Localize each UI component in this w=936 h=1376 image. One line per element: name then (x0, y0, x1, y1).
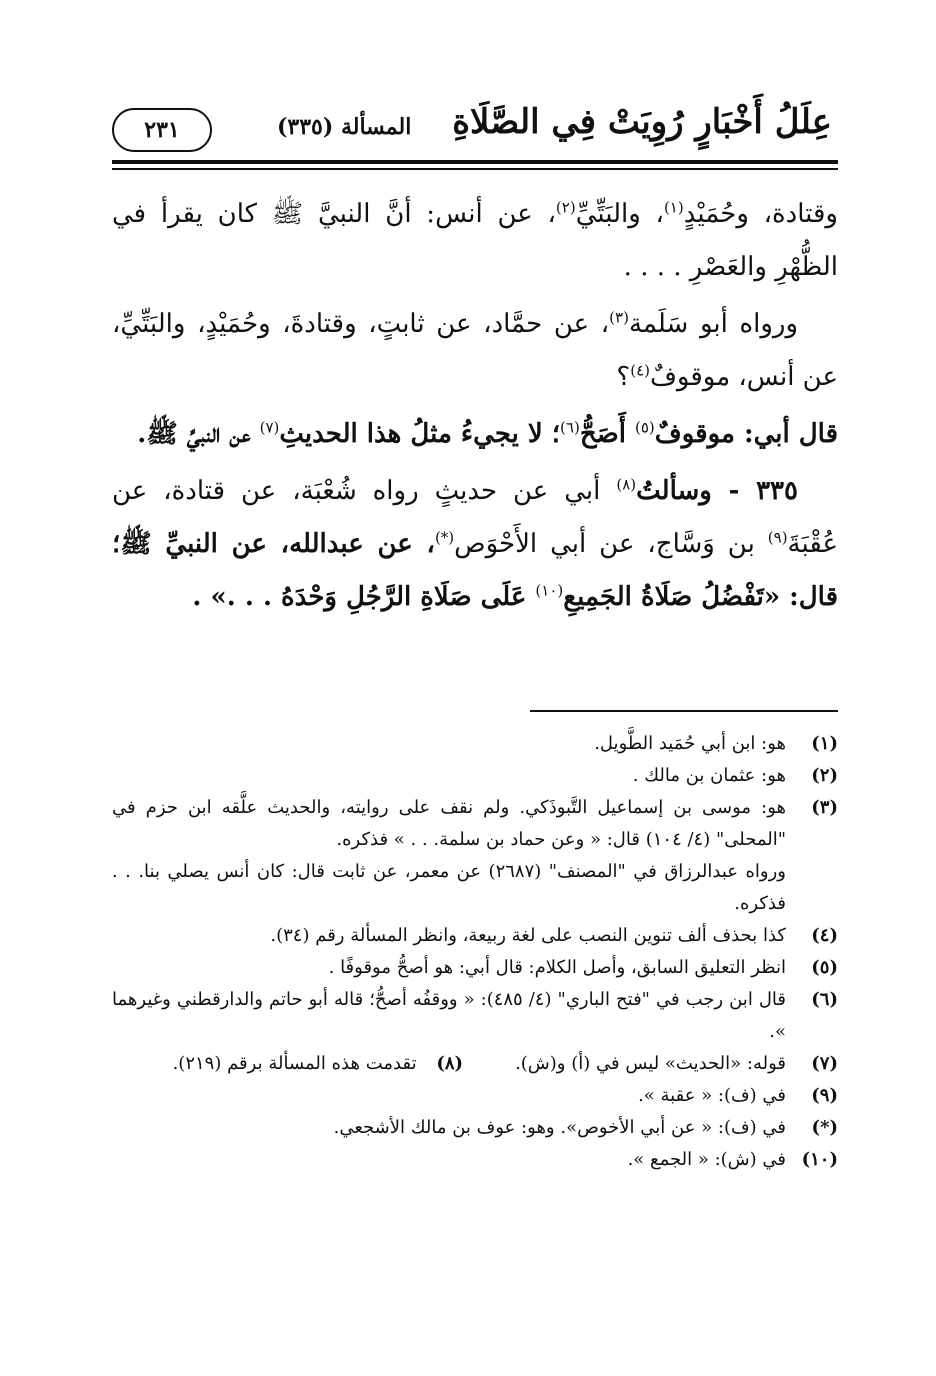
footnote-ref: (٩) (767, 528, 788, 547)
footnote-text: في (ش): « الجمع ». (627, 1149, 786, 1170)
footnote-1 (112, 728, 838, 760)
footnote-ref: (١) (663, 198, 684, 217)
footnote-3-continuation: ورواه عبدالرزاق في "المصنف" (٢٦٨٧) عن معمر، عن ثابت قال: كان أنس يصلي بنا. . . فذكره. (112, 861, 786, 914)
main-text (112, 188, 838, 628)
footnote-text: كذا بحذف ألف تنوين النصب على لغة ربيعة، وانظر المسألة رقم (٣٤). (270, 925, 786, 946)
footnote-separator (530, 710, 838, 712)
footnote-text: هو: عثمان بن مالك . (632, 765, 786, 786)
paragraph-4 (112, 465, 838, 624)
footnote-3 (112, 792, 838, 856)
footnote-number: (٧) (811, 1053, 838, 1074)
footnote-ref: (١٠) (535, 581, 564, 600)
footnote-star (112, 1112, 838, 1144)
text-run: وقتادة، وحُمَيْدٍ (683, 199, 838, 229)
footnote-5 (112, 952, 838, 984)
question-number: ٣٣٥ (756, 476, 798, 506)
footnote-number: (٦) (811, 989, 838, 1010)
footnote-ref: (*) (434, 528, 455, 547)
footnote-text: انظر التعليق السابق، وأصل الكلام: قال أبي: هو أصحُّ موقوفًا . (328, 957, 786, 978)
footnote-number: (*) (811, 1117, 838, 1138)
footnote-ref: (٨) (616, 475, 637, 494)
paragraph-2 (112, 298, 838, 404)
footnote-text: في (ف): « عقبة ». (638, 1085, 786, 1106)
footnote-2 (112, 760, 838, 792)
footnote-number: (٩) (811, 1085, 838, 1106)
footnote-ref: (٦) (560, 418, 580, 437)
footnote-ref: (٢) (555, 198, 576, 217)
text-run: بن وَسَّاج، عن أبي الأَحْوَص (454, 529, 768, 559)
text-run-bold: ، عن عبدالله، عن النبيِّ ﷺ؛ قال: «تَفْضُلُ صَلَاةُ الجَمِيعِ (112, 529, 838, 612)
footnote-text: قال ابن رجب في "فتح الباري" (٤/ ٤٨٥): « ووقفُه أصحُّ؛ قاله أبو حاتم والدارقطني وغيرهما ». (112, 989, 786, 1042)
text-run: ورواه أبو سَلَمة (628, 309, 799, 339)
text-run-bold: ؛ لا يجيءُ مثلُ هذا الحديثِ (279, 419, 561, 449)
footnote-10 (112, 1144, 838, 1176)
text-run: ، والبَتِّيِّ (575, 199, 664, 229)
paragraph-1 (112, 188, 838, 294)
text-run: ؟ (616, 362, 631, 392)
book-title: عِلَلُ أَخْبَارٍ رُوِيَتْ فِي الصَّلَاةِ (452, 102, 832, 142)
text-run-bold: قال أبي: موقوفٌ (654, 419, 838, 449)
page-header (112, 100, 832, 160)
footnotes (112, 728, 838, 1176)
footnote-number: (٤) (811, 925, 838, 946)
paragraph-3 (112, 408, 838, 461)
footnote-4 (112, 920, 838, 952)
page-number-badge: ٢٣١ (112, 108, 212, 152)
text-run-bold: عن النبيِّ ﷺ. (137, 419, 260, 449)
footnote-ref: (٤) (630, 361, 650, 380)
footnote-7-8-row (112, 1048, 838, 1080)
text-run: ، عن أنس: أنَّ النبيَّ ﷺ كان يقرأ في الظُّهْرِ والعَصْرِ . . . . (112, 199, 838, 282)
footnote-text: هو: موسى بن إسماعيل التَّبوذَكي. ولم نقف على روايته، والحديث علَّقه ابن حزم في "المحلى" (٤/ ١٠٤) قال: « وعن حماد بن سلمة. . . » فذكره. (112, 797, 786, 850)
footnote-number: (٥) (811, 957, 838, 978)
text-run: أبي عن حديثٍ رواه شُعْبَة، عن قتادة، عن عُقْبَةَ (112, 476, 838, 559)
footnote-pair (112, 1048, 786, 1080)
footnote-text: في (ف): « عن أبي الأخوص». وهو: عوف بن مالك الأشجعي. (333, 1117, 786, 1138)
header-rule-thin (112, 168, 838, 170)
footnote-ref: (٣) (609, 308, 629, 327)
footnote-number: (٢) (811, 765, 838, 786)
header-rule-thick (112, 160, 838, 164)
footnote-6 (112, 984, 838, 1048)
footnote-number: (٣) (811, 797, 838, 818)
footnote-text: قوله: «الحديث» ليس في (أ) و(ش). (515, 1053, 786, 1074)
footnote-8 (173, 1048, 464, 1080)
footnote-ref: (٥) (634, 418, 655, 437)
footnote-number: (١) (811, 733, 838, 754)
footnote-text: تقدمت هذه المسألة برقم (٢١٩). (172, 1053, 417, 1074)
text-run-bold: - وسألتُ (636, 476, 757, 506)
issue-label: المسألة (٣٣٥) (277, 114, 412, 140)
footnote-number: (٨) (436, 1053, 464, 1074)
text-run-bold: عَلَى صَلَاةِ الرَّجُلِ وَحْدَهُ . . .» . (192, 582, 536, 612)
footnote-number: (١٠) (801, 1149, 838, 1170)
footnote-ref: (٧) (259, 418, 280, 437)
footnote-9 (112, 1080, 838, 1112)
text-run-bold: أَصَحُّ (579, 419, 635, 449)
text-run: ، عن حمَّاد، عن ثابتٍ، وقتادةَ، وحُمَيْدٍ، والبَتِّيِّ، عن أنس، موقوفٌ (112, 309, 838, 392)
footnote-text: هو: ابن أبي حُمَيد الطَّويل. (594, 733, 786, 754)
